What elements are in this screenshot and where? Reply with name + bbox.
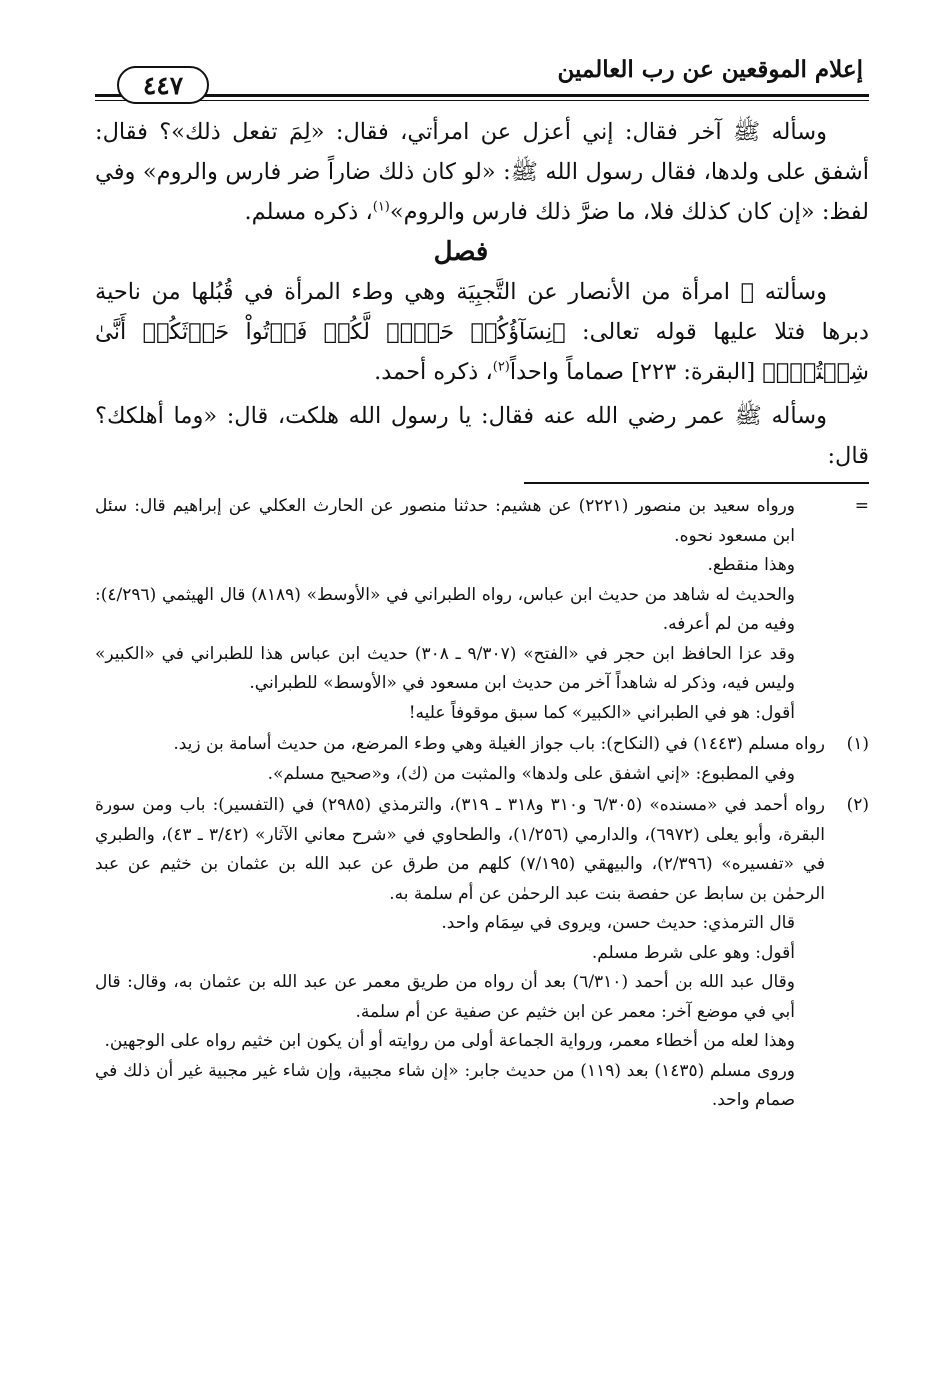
paragraph-1-text: وسأله ﷺ آخر فقال: إني أعزل عن امرأتي، فقال: «لِمَ تفعل ذلك»؟ فقال: أشفق على ولدها، فقال رسول الله ﷺ: «لو كان ذلك ضاراً ضر فارس والروم» وفي لفظ: «إن كان كذلك فلا، ما ضرَّ ذلك فارس والروم» bbox=[95, 119, 869, 225]
footnote-separator bbox=[524, 482, 869, 484]
paragraph-1 bbox=[95, 112, 869, 232]
header-rule-thin bbox=[95, 100, 869, 101]
header-rule-thick bbox=[95, 94, 869, 97]
page-number-badge: ٤٤٧ bbox=[117, 66, 209, 104]
paragraph-3: وسأله ﷺ عمر رضي الله عنه فقال: يا رسول الله هلكت، قال: «وما أهلكك؟ قال: bbox=[95, 403, 869, 469]
footnote-line: وهذا منقطع. bbox=[707, 555, 795, 575]
footnote-line: ورواه سعيد بن منصور (٢٢٢١) عن هشيم: حدثنا منصور عن الحارث العكلي عن إبراهيم قال: سئل ابن مسعود نحوه. bbox=[95, 496, 795, 546]
footnote-1 bbox=[95, 730, 869, 789]
paragraph-2-text: وسألته ﷺ امرأة من الأنصار عن التَّجبِيَة وهي وطء المرأة في قُبُلها من ناحية دبرها فتلا عليها قوله تعالى: ﴿نِسَآؤُكُمۡ حَرۡثٞ لَّكُمۡ فَأۡتُواْ حَرۡثَكُمۡ أَنَّىٰ شِئۡتُمۡۖ﴾ [البقرة: ٢٢٣] صماماً واحداً bbox=[95, 279, 869, 385]
footnote-line: والحديث له شاهد من حديث ابن عباس، رواه الطبراني في «الأوسط» (٨١٨٩) قال الهيثمي (٤/٢٩٦): وفيه من لم أعرفه. bbox=[95, 584, 795, 634]
footnote-line: أقول: هو في الطبراني «الكبير» كما سبق موقوفاً عليه! bbox=[408, 702, 795, 723]
paragraph-2 bbox=[95, 272, 869, 392]
book-title: إعلام الموقعين عن رب العالمين bbox=[557, 56, 863, 83]
footnote-line: وقال عبد الله بن أحمد (٦/٣١٠) بعد أن رواه من طريق معمر عن عبد الله بن عثمان به، وقال: قال أبي في موضع آخر: معمر عن ابن خثيم عن صفية عن أم سلمة. bbox=[95, 972, 795, 1022]
footnote-2-mark: (٢) bbox=[846, 795, 869, 815]
footnote-line: وقد عزا الحافظ ابن حجر في «الفتح» (٩/٣٠٧ ـ ٣٠٨) حديث ابن عباس هذا للطبراني في «الكبير» وليس فيه، وذكر له شاهداً آخر من حديث ابن مسعود في «الأوسط» للطبراني. bbox=[95, 643, 795, 693]
paragraph-1-end: ، ذكره مسلم. bbox=[244, 199, 373, 225]
main-text bbox=[95, 112, 869, 476]
footnote-continuation bbox=[95, 492, 869, 728]
footnote-line: وفي المطبوع: «إني اشفق على ولدها» والمثبت من (ك)، و«صحيح مسلم». bbox=[267, 763, 795, 784]
footnote-ref-1: (١) bbox=[372, 199, 390, 215]
footnote-line: وروى مسلم (١٤٣٥) بعد (١١٩) من حديث جابر: «إن شاء مجبية، وإن شاء غير مجبية غير أن ذلك في صمام واحد. bbox=[95, 1060, 795, 1110]
footnote-ref-2: (٢) bbox=[492, 359, 510, 375]
footnote-line: أقول: وهو على شرط مسلم. bbox=[591, 942, 795, 963]
footnote-line: رواه مسلم (١٤٤٣) في (النكاح): باب جواز الغيلة وهي وطء المرضع، من حديث أسامة بن زيد. bbox=[173, 734, 825, 754]
footnote-1-mark: (١) bbox=[846, 734, 869, 754]
section-title: فصل bbox=[433, 237, 489, 267]
footnote-line: وهذا لعله من أخطاء معمر، ورواية الجماعة أولى من روايته أو أن يكون ابن خثيم رواه على الوجهين. bbox=[104, 1031, 795, 1051]
footnotes bbox=[95, 492, 869, 1116]
footnote-line: قال الترمذي: حديث حسن، ويروى في سِمَام واحد. bbox=[441, 913, 795, 933]
paragraph-2-end: ، ذكره أحمد. bbox=[374, 359, 493, 385]
page-header bbox=[95, 50, 869, 98]
continuation-mark: = bbox=[854, 496, 869, 516]
footnote-2 bbox=[95, 791, 869, 1116]
footnote-line: رواه أحمد في «مسنده» (٦/٣٠٥ و٣١٠ و٣١٨ ـ ٣١٩)، والترمذي (٢٩٨٥) في (التفسير): باب ومن سورة البقرة، وأبو يعلى (٦٩٧٢)، والدارمي (١/٢٥٦)، والطحاوي في «شرح معاني الآثار» (٣/٤٢ ـ ٤٣)، والطبري في «تفسيره» (٢/٣٩٦)، والبيهقي (٧/١٩٥) كلهم من طرق عن عبد الله بن عثمان بن خثيم عن عبد الرحمٰن بن سابط عن حفصة بنت عبد الرحمٰن عن أم سلمة به. bbox=[95, 795, 825, 904]
